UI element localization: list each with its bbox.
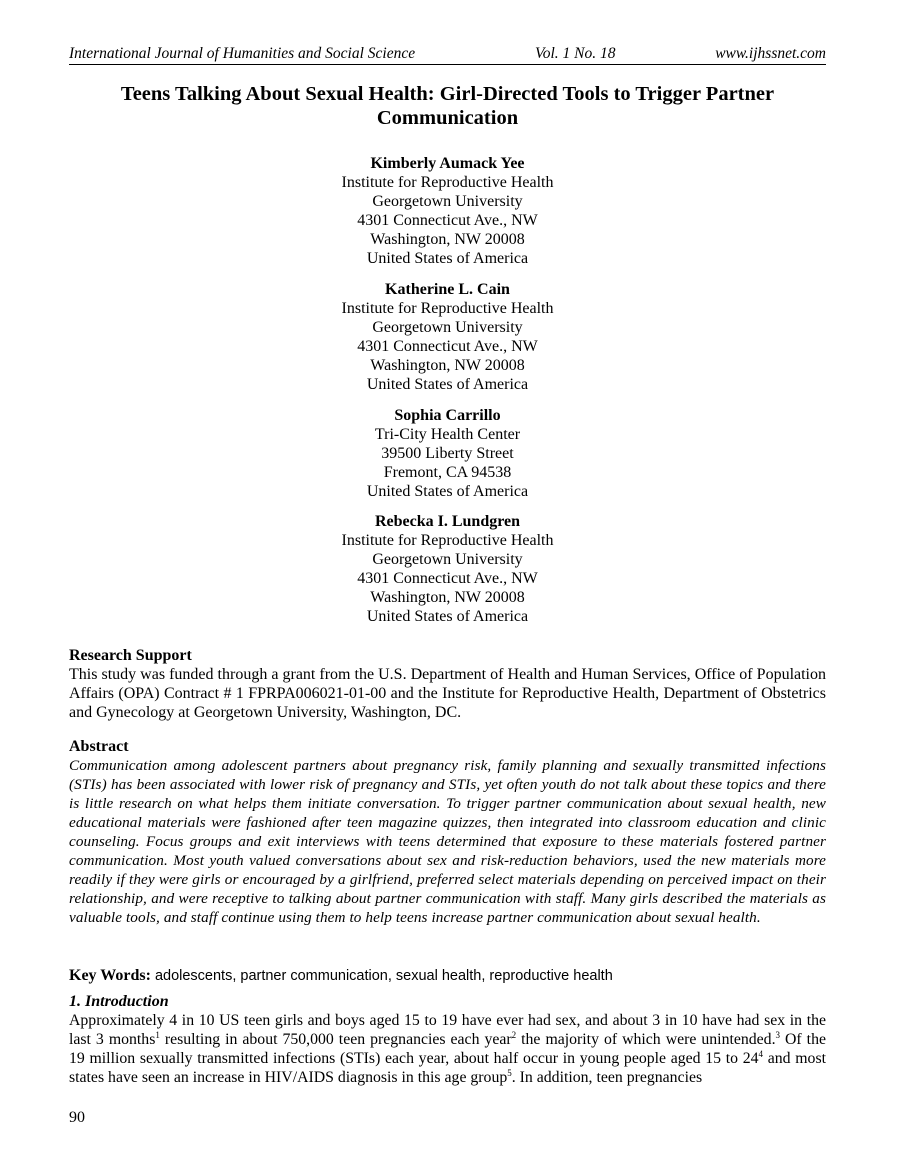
research-support-text: This study was funded through a grant from the U.S. Department of Health and Human Services, Office of Population Affairs (OPA) Contract # 1 FPRPA006021-01-00 and the Institute for Reproductive Health, Department of Obstetrics and Gynecology at Georgetown University, Washington, DC. [69, 666, 826, 721]
reference-marker: 5 [507, 1068, 512, 1078]
author-block [69, 406, 826, 501]
intro-text-run: . In addition, teen pregnancies [511, 1069, 703, 1086]
affiliation-line: Institute for Reproductive Health [341, 532, 554, 549]
affiliation-line: 4301 Connecticut Ave., NW [357, 570, 538, 587]
affiliation-line: United States of America [366, 376, 529, 393]
affiliation-line: Georgetown University [372, 193, 523, 210]
affiliation-line: United States of America [366, 250, 529, 267]
author-name: Sophia Carrillo [394, 407, 501, 424]
affiliation-line: Georgetown University [372, 551, 523, 568]
intro-text-run: resulting in about 750,000 teen pregnancies each year [159, 1031, 512, 1048]
intro-text-run: Approximately 4 in 10 US teen girls and boys aged 15 to 19 have ever had sex, and about 3 in 10 have had sex in the last 3 months [69, 1012, 826, 1048]
journal-website: www.ijhssnet.com [715, 45, 826, 62]
keywords-section [69, 966, 826, 986]
affiliation-line: Washington, NW 20008 [370, 231, 525, 248]
page-number: 90 [69, 1109, 85, 1126]
reference-marker: 2 [511, 1030, 517, 1040]
research-support-section [69, 646, 826, 722]
affiliation-line: 39500 Liberty Street [381, 445, 514, 462]
affiliation-line: United States of America [366, 608, 529, 625]
author-block [69, 154, 826, 268]
paper-title: Teens Talking About Sexual Health: Girl-Directed Tools to Trigger Partner Communication [120, 83, 775, 129]
affiliation-line: Washington, NW 20008 [370, 357, 525, 374]
affiliation-line: Georgetown University [372, 319, 523, 336]
abstract-text: Communication among adolescent partners about pregnancy risk, family planning and sexually transmitted infections (STIs) has been associated with lower risk of pregnancy and STIs, yet often youth do not talk about these topics and there is little research on what helps them initiate conversation. To trigger partner communication about sexual health, new educational materials were fashioned after teen magazine quizzes, then integrated into classroom education and clinic counseling. Focus groups and exit interviews with teens determined that exposure to these materials fostered partner communication. Most youth valued conversations about sex and risk-reduction behaviors, used the new materials more readily if they were girls or encouraged by a girlfriend, preferred select materials depending on perceived impact on their relationship, and were receptive to talking about partner communication with staff. Many girls described the materials as valuable tools, and staff continue using them to help teens increase partner communication about sexual health. [69, 757, 826, 926]
introduction-text [69, 1011, 826, 1087]
reference-marker: 3 [775, 1030, 781, 1040]
reference-marker: 1 [155, 1030, 160, 1040]
affiliation-line: 4301 Connecticut Ave., NW [357, 338, 538, 355]
affiliation-line: Fremont, CA 94538 [383, 464, 512, 481]
affiliation-line: Washington, NW 20008 [370, 589, 525, 606]
author-name: Kimberly Aumack Yee [370, 155, 525, 172]
section-heading: 1. Introduction [69, 993, 169, 1010]
running-header [69, 44, 826, 65]
intro-text-run: Of the 19 million sexually transmitted infections (STIs) each year, about half occur in young people aged 15 to 24 [69, 1031, 826, 1067]
intro-text-run: and most states have seen an increase in HIV/AIDS diagnosis in this age group [69, 1050, 826, 1086]
affiliation-line: Institute for Reproductive Health [341, 174, 554, 191]
volume-issue: Vol. 1 No. 18 [535, 45, 616, 62]
affiliation-line: 4301 Connecticut Ave., NW [357, 212, 538, 229]
intro-text-run: the majority of which were unintended. [516, 1031, 776, 1048]
section-heading: Abstract [69, 738, 129, 755]
author-block [69, 512, 826, 626]
author-name: Katherine L. Cain [385, 281, 510, 298]
keywords-text: adolescents, partner communication, sexual health, reproductive health [154, 968, 613, 984]
affiliation-line: United States of America [366, 483, 529, 500]
author-block [69, 280, 826, 394]
section-heading: Research Support [69, 647, 192, 664]
introduction-section [69, 992, 826, 1087]
keywords-label: Key Words: [69, 967, 151, 984]
abstract-section [69, 737, 826, 927]
reference-marker: 4 [758, 1049, 764, 1059]
affiliation-line: Tri-City Health Center [374, 426, 521, 443]
author-name: Rebecka I. Lundgren [374, 513, 521, 530]
journal-name: International Journal of Humanities and Social Science [69, 45, 416, 62]
affiliation-line: Institute for Reproductive Health [341, 300, 554, 317]
